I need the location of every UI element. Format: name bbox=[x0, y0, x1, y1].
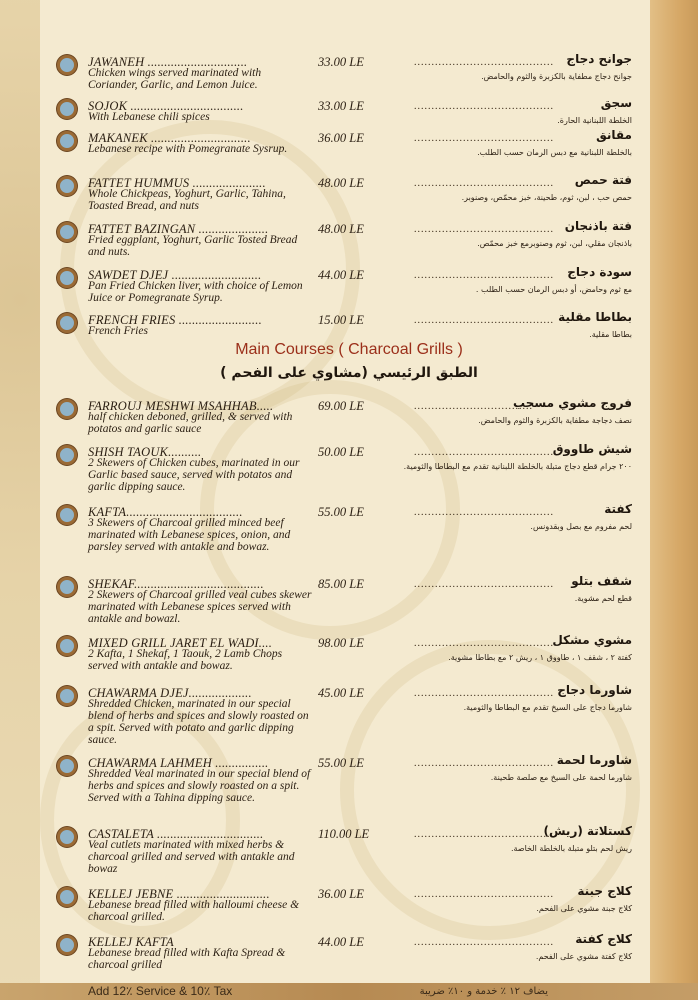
item-price: 48.00 LE bbox=[318, 222, 364, 236]
item-name-arabic: مشوي مشكل bbox=[552, 633, 632, 647]
item-name: FATTET BAZINGAN ..................... bbox=[88, 222, 269, 236]
item-description: Whole Chickpeas, Yoghurt, Garlic, Tahina, Toasted Bread, and nuts bbox=[88, 188, 286, 212]
item-description-arabic: كفتة ٢ ، شقف ١ ، طاووق ١ ، ريش ٢ مع بطاطا مشوية. bbox=[448, 653, 632, 662]
item-description: 2 Skewers of Charcoal grilled veal cubes skewer marinated with Lebanese spices served with antakle and bowazl. bbox=[88, 589, 312, 625]
dot-leader: ........................................ bbox=[414, 937, 554, 948]
restaurant-logo-badge-icon bbox=[57, 827, 77, 847]
restaurant-logo-badge-icon bbox=[57, 99, 77, 119]
restaurant-logo-badge-icon bbox=[57, 131, 77, 151]
left-border-pattern bbox=[0, 0, 40, 1000]
dot-leader: ........................................ bbox=[414, 889, 554, 900]
item-name: FRENCH FRIES ......................... bbox=[88, 313, 262, 327]
dot-leader: ........................................ bbox=[414, 638, 554, 649]
item-description: French Fries bbox=[88, 325, 148, 337]
item-name: KELLEJ JEBNE ............................ bbox=[88, 887, 270, 901]
item-name-arabic: فتة باذنجان bbox=[564, 219, 632, 233]
item-name-arabic: كلاج جبنة bbox=[577, 884, 632, 898]
restaurant-logo-badge-icon bbox=[57, 313, 77, 333]
item-price: 98.00 LE bbox=[318, 636, 364, 650]
item-price: 85.00 LE bbox=[318, 577, 364, 591]
restaurant-logo-badge-icon bbox=[57, 176, 77, 196]
item-price: 48.00 LE bbox=[318, 176, 364, 190]
item-name-arabic: كلاج كفتة bbox=[575, 932, 632, 946]
dot-leader: ........................................ bbox=[414, 224, 554, 235]
item-name: SHEKAF....................................... bbox=[88, 577, 264, 591]
item-name-arabic: جوانح دجاج bbox=[566, 52, 632, 66]
item-name-arabic: سودة دجاج bbox=[567, 265, 632, 279]
restaurant-logo-badge-icon bbox=[57, 505, 77, 525]
item-description-arabic: حمص حب ، لبن، ثوم، طحينة، خبز محمّص، وصنوبر. bbox=[461, 193, 632, 202]
item-name: SHISH TAOUK.......... bbox=[88, 445, 202, 459]
item-description: Shredded Veal marinated in our special blend of herbs and spices and slowly roasted on a spit. Served with a Tahina dipping sauce. bbox=[88, 768, 311, 804]
item-price: 33.00 LE bbox=[318, 99, 364, 113]
item-price: 44.00 LE bbox=[318, 935, 364, 949]
item-description-arabic: شاورما لحمة على السيخ مع صلصة طحينة. bbox=[490, 773, 632, 782]
item-name-arabic: كستلاتة (ريش) bbox=[543, 824, 632, 838]
item-description: Shredded Chicken, marinated in our special blend of herbs and spices and slowly roasted on a spit. Served with potato and garlic dipping sauce. bbox=[88, 698, 309, 746]
restaurant-logo-badge-icon bbox=[57, 445, 77, 465]
item-description: Fried eggplant, Yoghurt, Garlic Tosted Bread and nuts. bbox=[88, 234, 298, 258]
item-description: 3 Skewers of Charcoal grilled minced beef marinated with Lebanese spices, onion, and parsley served with antakle and bowaz. bbox=[88, 517, 291, 553]
item-description: 2 Skewers of Chicken cubes, marinated in our Garlic based sauce, served with potatos and garlic dipping sauce. bbox=[88, 457, 300, 493]
main-courses-heading: Main Courses ( Charcoal Grills ) bbox=[235, 341, 463, 358]
item-name: SAWDET DJEJ ........................... bbox=[88, 268, 262, 282]
footer-service-tax-arabic: يضاف ١٢ ٪ خدمة و ١٠٪ ضريبة bbox=[419, 986, 548, 997]
right-border-pattern bbox=[650, 0, 698, 1000]
item-name: JAWANEH .............................. bbox=[88, 55, 248, 69]
item-description: Chicken wings served marinated with Coriander, Garlic, and Lemon Juice. bbox=[88, 67, 262, 91]
item-description-arabic: قطع لحم مشوية. bbox=[574, 594, 632, 603]
item-description-arabic: جوانح دجاج مطفاية بالكزبرة والثوم والحامض. bbox=[481, 72, 632, 81]
footer-service-tax: Add 12٪ Service & 10٪ Tax bbox=[88, 984, 233, 998]
item-price: 36.00 LE bbox=[318, 131, 364, 145]
item-name: CASTALETA ................................ bbox=[88, 827, 264, 841]
item-name-arabic: مقانق bbox=[596, 128, 632, 142]
dot-leader: ........................................ bbox=[414, 57, 554, 68]
restaurant-logo-badge-icon bbox=[57, 222, 77, 242]
item-price: 50.00 LE bbox=[318, 445, 364, 459]
restaurant-logo-badge-icon bbox=[57, 636, 77, 656]
item-price: 55.00 LE bbox=[318, 505, 364, 519]
item-name: FATTET HUMMUS ...................... bbox=[88, 176, 266, 190]
item-description: With Lebanese chili spices bbox=[88, 111, 210, 123]
dot-leader: ........................................ bbox=[414, 315, 554, 326]
item-name: MAKANEK .............................. bbox=[88, 131, 251, 145]
restaurant-logo-badge-icon bbox=[57, 686, 77, 706]
item-name-arabic: فتة حمص bbox=[574, 173, 632, 187]
item-description-arabic: ريش لحم بتلو متبلة بالخلطة الخاصة. bbox=[510, 844, 632, 853]
dot-leader: ........................................ bbox=[414, 758, 554, 769]
item-name: KELLEJ KAFTA bbox=[88, 935, 174, 949]
item-description: Pan Fried Chicken liver, with choice of Lemon Juice or Pomegranate Syrup. bbox=[88, 280, 303, 304]
dot-leader: ........................................ bbox=[414, 579, 554, 590]
restaurant-logo-badge-icon bbox=[57, 887, 77, 907]
dot-leader: ........................................ bbox=[414, 133, 554, 144]
dot-leader: ........................................ bbox=[414, 101, 554, 112]
item-description-arabic: كلاج جبنة مشوي على الفحم. bbox=[536, 904, 632, 913]
item-name-arabic: شاورما دجاج bbox=[557, 683, 632, 697]
item-name-arabic: شيش طاووق bbox=[552, 442, 632, 456]
item-price: 36.00 LE bbox=[318, 887, 364, 901]
item-price: 33.00 LE bbox=[318, 55, 364, 69]
restaurant-logo-badge-icon bbox=[57, 55, 77, 75]
item-name: MIXED GRILL JARET EL WADI.... bbox=[88, 636, 273, 650]
item-name: CHAWARMA DJEJ................... bbox=[88, 686, 252, 700]
dot-leader: ........................................ bbox=[414, 270, 554, 281]
item-price: 45.00 LE bbox=[318, 686, 364, 700]
item-name-arabic: شاورما لحمة bbox=[556, 753, 632, 767]
item-description-arabic: كلاج كفتة مشوي على الفحم. bbox=[535, 952, 632, 961]
item-description: Lebanese bread filled with Kafta Spread & charcoal grilled bbox=[88, 947, 286, 971]
item-description-arabic: شاورما دجاج على السيخ تقدم مع البطاطا والثومية. bbox=[463, 703, 632, 712]
item-name: SOJOK .................................. bbox=[88, 99, 244, 113]
item-description-arabic: نصف دجاجة مطفاية بالكزبرة والثوم والحامض. bbox=[478, 416, 632, 425]
restaurant-logo-badge-icon bbox=[57, 399, 77, 419]
item-description-arabic: بالخلطة اللبنانية مع دبس الرمان حسب الطلب. bbox=[477, 148, 632, 157]
item-description: Veal cutlets marinated with mixed herbs & charcoal grilled and served with antakle and bowaz bbox=[88, 839, 295, 875]
item-price: 15.00 LE bbox=[318, 313, 364, 327]
item-name-arabic: شقف بتلو bbox=[571, 574, 632, 588]
item-description: 2 Kafta, 1 Shekaf, 1 Taouk, 2 Lamb Chops served with antakle and bowaz. bbox=[88, 648, 283, 672]
item-name-arabic: كفتة bbox=[604, 502, 632, 516]
dot-leader: ........................................ bbox=[414, 447, 554, 458]
item-description-arabic: لحم مفروم مع بصل وبقدونس. bbox=[530, 522, 632, 531]
item-description-arabic: باذنجان مقلي، لبن، ثوم وصنوبرمع خبز محمّص. bbox=[477, 239, 632, 248]
item-price: 69.00 LE bbox=[318, 399, 364, 413]
item-price: 110.00 LE bbox=[318, 827, 370, 841]
item-name: CHAWARMA LAHMEH ................ bbox=[88, 756, 269, 770]
dot-leader: ........................................ bbox=[414, 507, 554, 518]
item-name: KAFTA................................... bbox=[88, 505, 243, 519]
item-description-arabic: الخلطة اللبنانية الحارة. bbox=[557, 116, 632, 125]
dot-leader: ........................................ bbox=[414, 178, 554, 189]
restaurant-logo-badge-icon bbox=[57, 756, 77, 776]
item-description-arabic: مع ثوم وحامض، أو دبس الرمان حسب الطلب . bbox=[475, 285, 632, 294]
item-description-arabic: ٢٠٠ جرام قطع دجاج متبلة بالخلطة اللبنانية تقدم مع البطاطا والثومية. bbox=[403, 462, 632, 471]
item-name-arabic: سجق bbox=[600, 96, 632, 110]
dot-leader: ........................................ bbox=[414, 829, 554, 840]
item-name: FARROUJ MESHWI MSAHHAB..... bbox=[88, 399, 274, 413]
main-courses-heading-arabic: الطبق الرئيسي (مشاوي على الفحم ) bbox=[220, 365, 478, 381]
item-price: 44.00 LE bbox=[318, 268, 364, 282]
item-description-arabic: بطاطا مقلية. bbox=[589, 330, 632, 339]
item-name-arabic: بطاطا مقلية bbox=[558, 310, 632, 324]
dot-leader: ........................................ bbox=[414, 688, 554, 699]
item-price: 55.00 LE bbox=[318, 756, 364, 770]
item-description: Lebanese recipe with Pomegranate Sysrup. bbox=[88, 143, 288, 155]
restaurant-logo-badge-icon bbox=[57, 935, 77, 955]
dot-leader: .................................. bbox=[414, 401, 533, 412]
restaurant-logo-badge-icon bbox=[57, 268, 77, 288]
item-description: Lebanese bread filled with halloumi cheese & charcoal grilled. bbox=[88, 899, 300, 923]
restaurant-logo-badge-icon bbox=[57, 577, 77, 597]
item-name-arabic: فروج مشوي مسحب bbox=[513, 396, 632, 410]
item-description: half chicken deboned, grilled, & served with potatos and garlic sauce bbox=[88, 411, 293, 435]
